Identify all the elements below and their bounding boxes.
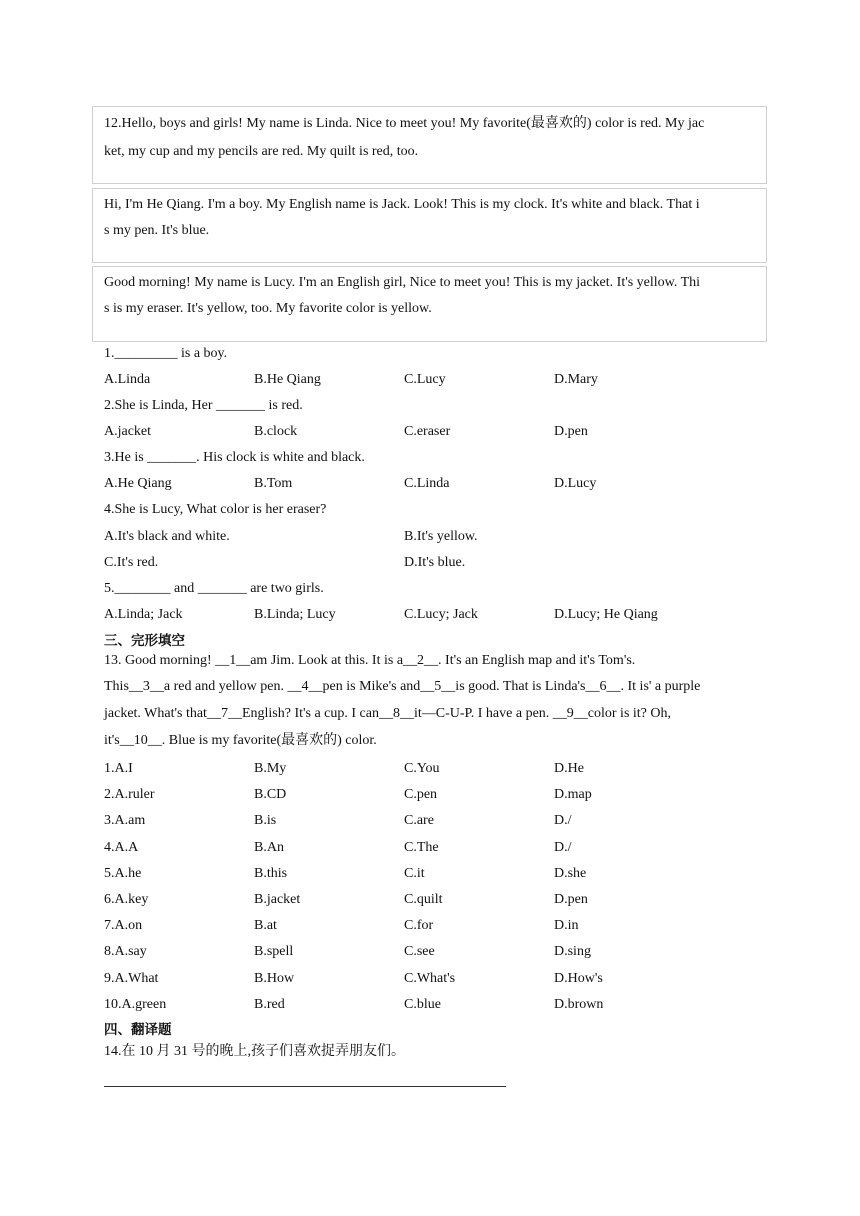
cloze-option-b: B.jacket xyxy=(254,892,301,907)
option-b: B.He Qiang xyxy=(254,372,321,387)
section-heading: 四、翻译题 xyxy=(104,1022,172,1038)
cloze-option-c: C.blue xyxy=(404,996,441,1012)
translation-question: 14.在 10 月 31 号的晚上,孩子们喜欢捉弄朋友们。 xyxy=(104,1044,405,1059)
option-d: D.pen xyxy=(554,424,588,439)
passage-line: ket, my cup and my pencils are red. My quilt is red, too. xyxy=(104,144,419,159)
cloze-option-c: C.You xyxy=(404,761,440,776)
passage-line: s my pen. It's blue. xyxy=(104,223,210,238)
cloze-option-c: C.are xyxy=(404,813,434,829)
cloze-option-a: 9.A.What xyxy=(104,970,159,986)
option-c: C.Linda xyxy=(404,476,450,491)
option-c: C.Lucy; Jack xyxy=(404,607,478,622)
cloze-option-b: B.My xyxy=(254,761,287,776)
section-heading: 三、完形填空 xyxy=(104,633,185,649)
passage-line: s is my eraser. It's yellow, too. My favorite color is yellow. xyxy=(104,301,432,316)
cloze-option-c: C.pen xyxy=(404,787,438,803)
passage-box-2 xyxy=(92,188,767,263)
cloze-option-d: D.in xyxy=(554,918,579,934)
option-a: A.He Qiang xyxy=(104,476,172,491)
cloze-option-a: 8.A.say xyxy=(104,944,147,960)
option-b: B.It's yellow. xyxy=(404,529,478,544)
question-stem: 3.He is _______. His clock is white and black. xyxy=(104,450,365,465)
cloze-option-b: B.this xyxy=(254,865,288,881)
cloze-option-a: 10.A.green xyxy=(104,996,167,1012)
cloze-option-d: D.brown xyxy=(554,996,604,1012)
option-b: B.Tom xyxy=(254,476,293,491)
cloze-option-d: D.pen xyxy=(554,892,588,907)
cloze-option-a: 2.A.ruler xyxy=(104,787,155,803)
passage-line: Good morning! My name is Lucy. I'm an English girl, Nice to meet you! This is my jacket. It's yellow. Thi xyxy=(104,275,701,290)
cloze-option-c: C.What's xyxy=(404,970,456,986)
cloze-passage-line: it's__10__. Blue is my favorite(最喜欢的) color. xyxy=(104,733,377,748)
cloze-option-c: C.for xyxy=(404,918,434,934)
cloze-option-b: B.CD xyxy=(254,787,287,803)
passage-line: 12.Hello, boys and girls! My name is Linda. Nice to meet you! My favorite(最喜欢的) color is red. My jac xyxy=(104,116,705,131)
cloze-option-a: 3.A.am xyxy=(104,813,146,829)
cloze-option-d: D./ xyxy=(554,813,572,829)
option-a: A.It's black and white. xyxy=(104,529,230,544)
cloze-option-d: D.He xyxy=(554,761,584,776)
option-a: A.Linda xyxy=(104,372,151,387)
cloze-passage-line: This__3__a red and yellow pen. __4__pen is Mike's and__5__is good. That is Linda's__6__. It is' a purple xyxy=(104,679,701,694)
option-c: C.Lucy xyxy=(404,372,446,387)
cloze-option-a: 1.A.I xyxy=(104,761,133,776)
passage-box-3 xyxy=(92,266,767,342)
option-c: C.It's red. xyxy=(104,555,159,570)
question-stem: 5.________ and _______ are two girls. xyxy=(104,581,324,596)
question-stem: 4.She is Lucy, What color is her eraser? xyxy=(104,502,327,517)
cloze-option-d: D.How's xyxy=(554,970,603,986)
option-b: B.clock xyxy=(254,424,298,439)
cloze-option-c: C.quilt xyxy=(404,892,443,907)
cloze-option-d: D.map xyxy=(554,787,592,803)
cloze-option-b: B.How xyxy=(254,970,295,986)
question-stem: 1._________ is a boy. xyxy=(104,346,228,361)
cloze-option-a: 4.A.A xyxy=(104,839,139,855)
cloze-option-a: 5.A.he xyxy=(104,865,142,881)
cloze-option-d: D.she xyxy=(554,865,587,881)
cloze-option-b: B.red xyxy=(254,996,285,1012)
cloze-option-d: D./ xyxy=(554,839,572,855)
option-d: D.It's blue. xyxy=(404,555,466,570)
option-a: A.Linda; Jack xyxy=(104,607,183,622)
option-c: C.eraser xyxy=(404,424,451,439)
cloze-option-a: 6.A.key xyxy=(104,892,149,907)
cloze-passage-line: 13. Good morning! __1__am Jim. Look at this. It is a__2__. It's an English map and it's Tom's. xyxy=(104,653,636,668)
cloze-option-b: B.at xyxy=(254,918,277,934)
passage-box-1 xyxy=(92,106,767,184)
cloze-option-a: 7.A.on xyxy=(104,918,143,934)
cloze-option-d: D.sing xyxy=(554,944,591,960)
option-d: D.Lucy; He Qiang xyxy=(554,607,658,622)
cloze-passage-line: jacket. What's that__7__English? It's a cup. I can__8__it—C-U-P. I have a pen. __9__color is it? Oh, xyxy=(104,706,671,721)
passage-line: Hi, I'm He Qiang. I'm a boy. My English name is Jack. Look! This is my clock. It's white and black. That i xyxy=(104,197,700,212)
question-stem: 2.She is Linda, Her _______ is red. xyxy=(104,398,303,413)
option-a: A.jacket xyxy=(104,424,152,439)
option-b: B.Linda; Lucy xyxy=(254,607,336,622)
option-d: D.Mary xyxy=(554,372,598,387)
cloze-option-c: C.see xyxy=(404,944,435,960)
cloze-option-b: B.spell xyxy=(254,944,294,960)
cloze-option-b: B.An xyxy=(254,839,284,855)
option-d: D.Lucy xyxy=(554,476,597,491)
cloze-option-c: C.it xyxy=(404,865,425,881)
cloze-option-c: C.The xyxy=(404,839,439,855)
answer-line xyxy=(104,1086,506,1087)
cloze-option-b: B.is xyxy=(254,813,277,829)
